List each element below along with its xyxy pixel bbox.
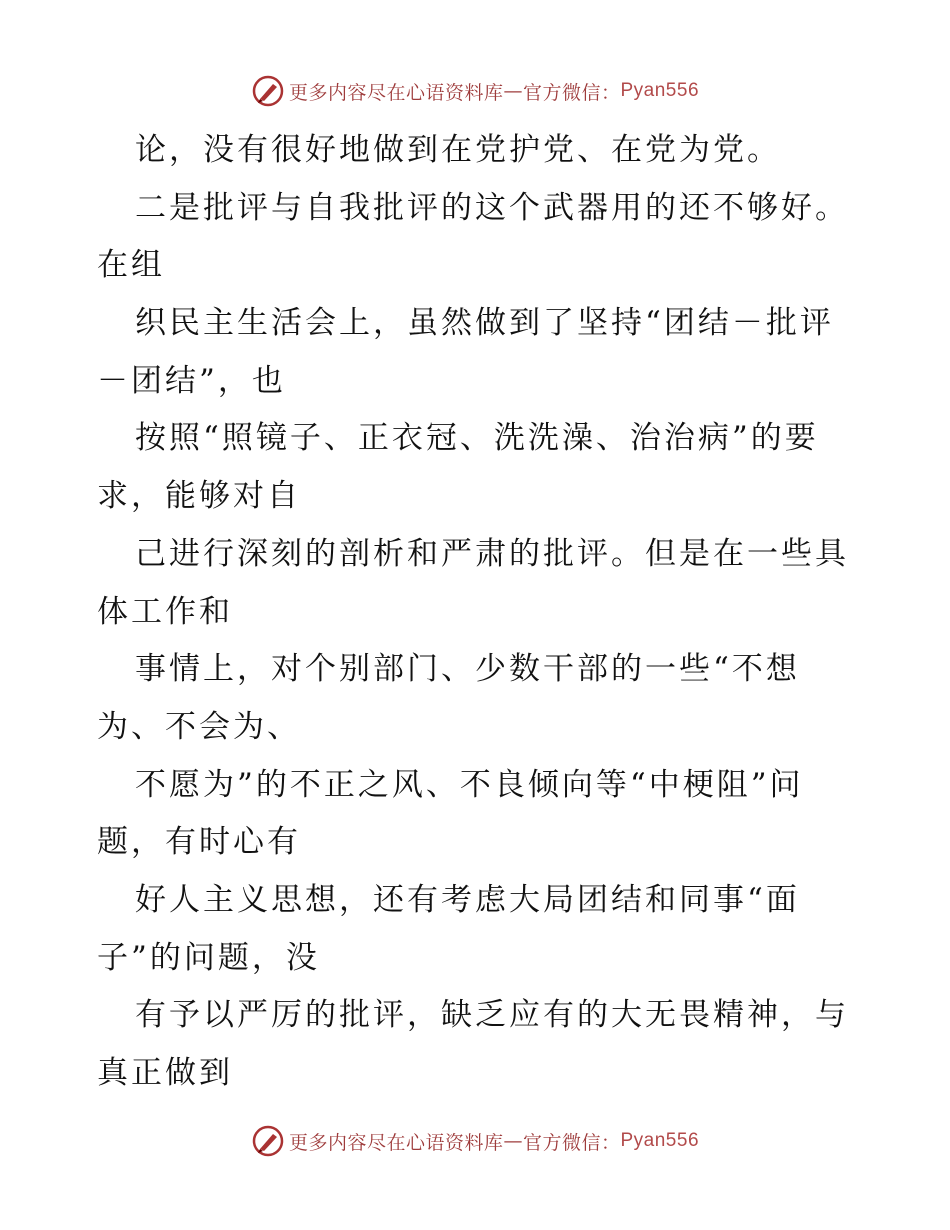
body-line: 体工作和: [97, 593, 233, 630]
watermark-wechat-id: Pyan556: [620, 80, 700, 101]
body-line: 按照“照镜子、正衣冠、洗洗澡、治治病”的要: [135, 420, 819, 457]
pen-logo-icon: [251, 74, 285, 108]
body-line: 为、不会为、: [97, 708, 301, 745]
body-line: 子”的问题，没: [97, 939, 320, 976]
watermark-wechat-id: Pyan556: [620, 1130, 700, 1151]
watermark-wechat-label: 官方微信：: [522, 1131, 621, 1154]
body-line: 不愿为”的不正之风、不良倾向等“中梗阻”问: [135, 766, 804, 803]
watermark-main-text: 更多内容尽在心语资料库: [288, 1131, 504, 1154]
pen-logo-icon: [251, 1124, 285, 1158]
body-line: 求，能够对自: [97, 478, 301, 515]
watermark-dash: —: [503, 1130, 523, 1152]
body-line: 有予以严厉的批评，缺乏应有的大无畏精神，与: [135, 997, 849, 1034]
header-watermark: [0, 71, 950, 111]
body-line: －团结”，也: [97, 362, 286, 399]
body-line: 事情上，对个别部门、少数干部的一些“不想: [135, 651, 800, 688]
watermark-wechat-label: 官方微信：: [522, 81, 621, 104]
watermark-main-text: 更多内容尽在心语资料库: [288, 81, 504, 104]
body-line: 论，没有很好地做到在党护党、在党为党。: [135, 132, 781, 168]
footer-watermark: [0, 1121, 950, 1161]
body-line: 己进行深刻的剖析和严肃的批评。但是在一些具: [135, 535, 849, 572]
body-line: 织民主生活会上，虽然做到了坚持“团结－批评: [135, 305, 834, 342]
body-line: 二是批评与自我批评的这个武器用的还不够好。: [135, 189, 849, 226]
body-line: 好人主义思想，还有考虑大局团结和同事“面: [135, 881, 800, 918]
body-line: 在组: [97, 247, 165, 284]
body-line: 真正做到: [97, 1055, 233, 1091]
body-line: 题，有时心有: [97, 824, 301, 861]
document-body: [97, 122, 857, 1103]
watermark-dash: —: [503, 80, 523, 102]
